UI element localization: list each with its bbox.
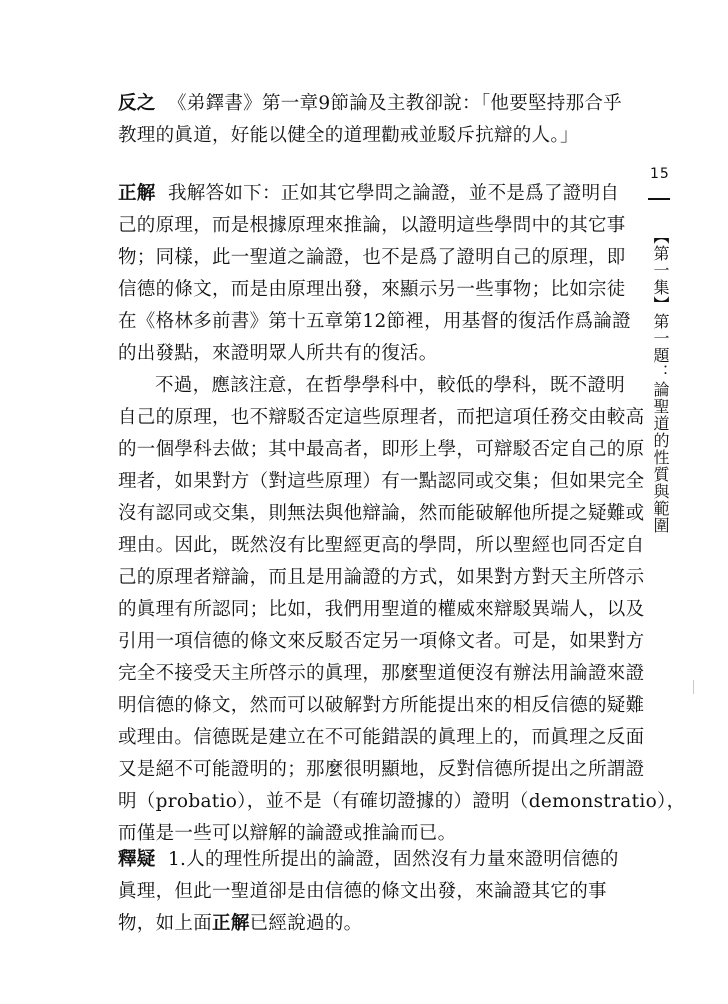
doubt-text: 已經說過的。 (249, 913, 363, 934)
answer-line: 在《格林多前書》第十五章第12節裡，用基督的復活作爲論證 (118, 311, 631, 332)
answer-line: 完全不接受天主所啓示的眞理，那麼聖道便沒有辦法用論證來證 (118, 663, 645, 684)
margin-rule (648, 198, 670, 200)
doubt-line-1 (118, 844, 630, 876)
answer-line: 的出發點，來證明眾人所共有的復活。 (118, 343, 438, 364)
answer-line: 信德的條文，而是由原理出發，來顯示另一些事物；比如宗徒 (118, 279, 626, 300)
answer-line: 不過，應該注意，在哲學學科中，較低的學科，既不證明 (155, 375, 626, 396)
objection-label: 反之 (118, 93, 156, 114)
answer-line: 己的原理者辯論，而且是用論證的方式，如果對方對天主所啓示 (118, 567, 645, 588)
answer-line: 的眞理有所認同；比如，我們用聖道的權威來辯駁異端人，以及 (118, 599, 645, 620)
objection-paragraph (118, 88, 630, 152)
page-number: 15 (650, 166, 670, 182)
answer-line: 而僅是一些可以辯解的論證或推論而已。 (118, 823, 457, 844)
answer-text: 我解答如下：正如其它學問之論證，並不是爲了證明自 (167, 183, 620, 204)
answer-label: 正解 (118, 183, 156, 204)
answer-line: 理者，如果對方（對這些原理）有一點認同或交集；但如果完全 (118, 471, 645, 492)
answer-reference: 正解 (212, 913, 250, 934)
answer-line: 理由。因此，既然沒有比聖經更高的學問，所以聖經也同否定自 (118, 535, 645, 556)
objection-line-2: 教理的眞道，好能以健全的道理勸戒並駁斥抗辯的人。」 (118, 125, 579, 146)
doubt-label: 釋疑 (118, 849, 156, 870)
doubt-line: 眞理，但此一聖道卻是由信德的條文出發，來論證其它的事 (118, 881, 607, 902)
answer-line: 明信德的條文，然而可以破解對方所能提出來的相反信德的疑難 (118, 695, 645, 716)
answer-line: 又是絕不可能證明的；那麼很明顯地，反對信德所提出之所謂證 (118, 759, 645, 780)
answer-line: 物；同樣，此一聖道之論證，也不是爲了證明自己的原理，即 (118, 247, 626, 268)
answer-line: 明（probatio），並不是（有確切證據的）證明（demonstratio）， (118, 791, 686, 812)
objection-line-1 (118, 88, 630, 120)
doubt-text: 1.人的理性所提出的論證，固然沒有力量來證明信德的 (167, 849, 619, 870)
answer-line-1 (118, 178, 630, 210)
answer-line: 的一個學科去做；其中最高者，即形上學，可辯駁否定自己的原 (118, 439, 645, 460)
answer-line: 自己的原理，也不辯駁否定這些原理者，而把這項任務交由較高 (118, 407, 645, 428)
doubt-section (118, 844, 630, 940)
answer-line: 己的原理，而是根據原理來推論，以證明這些學問中的其它事 (118, 215, 626, 236)
objection-text: 《弟鐸書》第一章9節論及主教卻說：「他要堅持那合乎 (167, 93, 623, 114)
doubt-text: 物，如上面 (118, 913, 213, 934)
running-header: 【第一集】第一題：論聖道的性質與範圍 (651, 228, 670, 534)
doubt-line-3 (118, 908, 630, 940)
answer-line: 或理由。信德既是建立在不可能錯誤的眞理上的，而眞理之反面 (118, 727, 645, 748)
scan-mark (693, 680, 694, 694)
answer-line: 沒有認同或交集，則無法與他辯論，然而能破解他所提之疑難或 (118, 503, 645, 524)
answer-line: 引用一項信德的條文來反駁否定另一項條文者。可是，如果對方 (118, 631, 645, 652)
